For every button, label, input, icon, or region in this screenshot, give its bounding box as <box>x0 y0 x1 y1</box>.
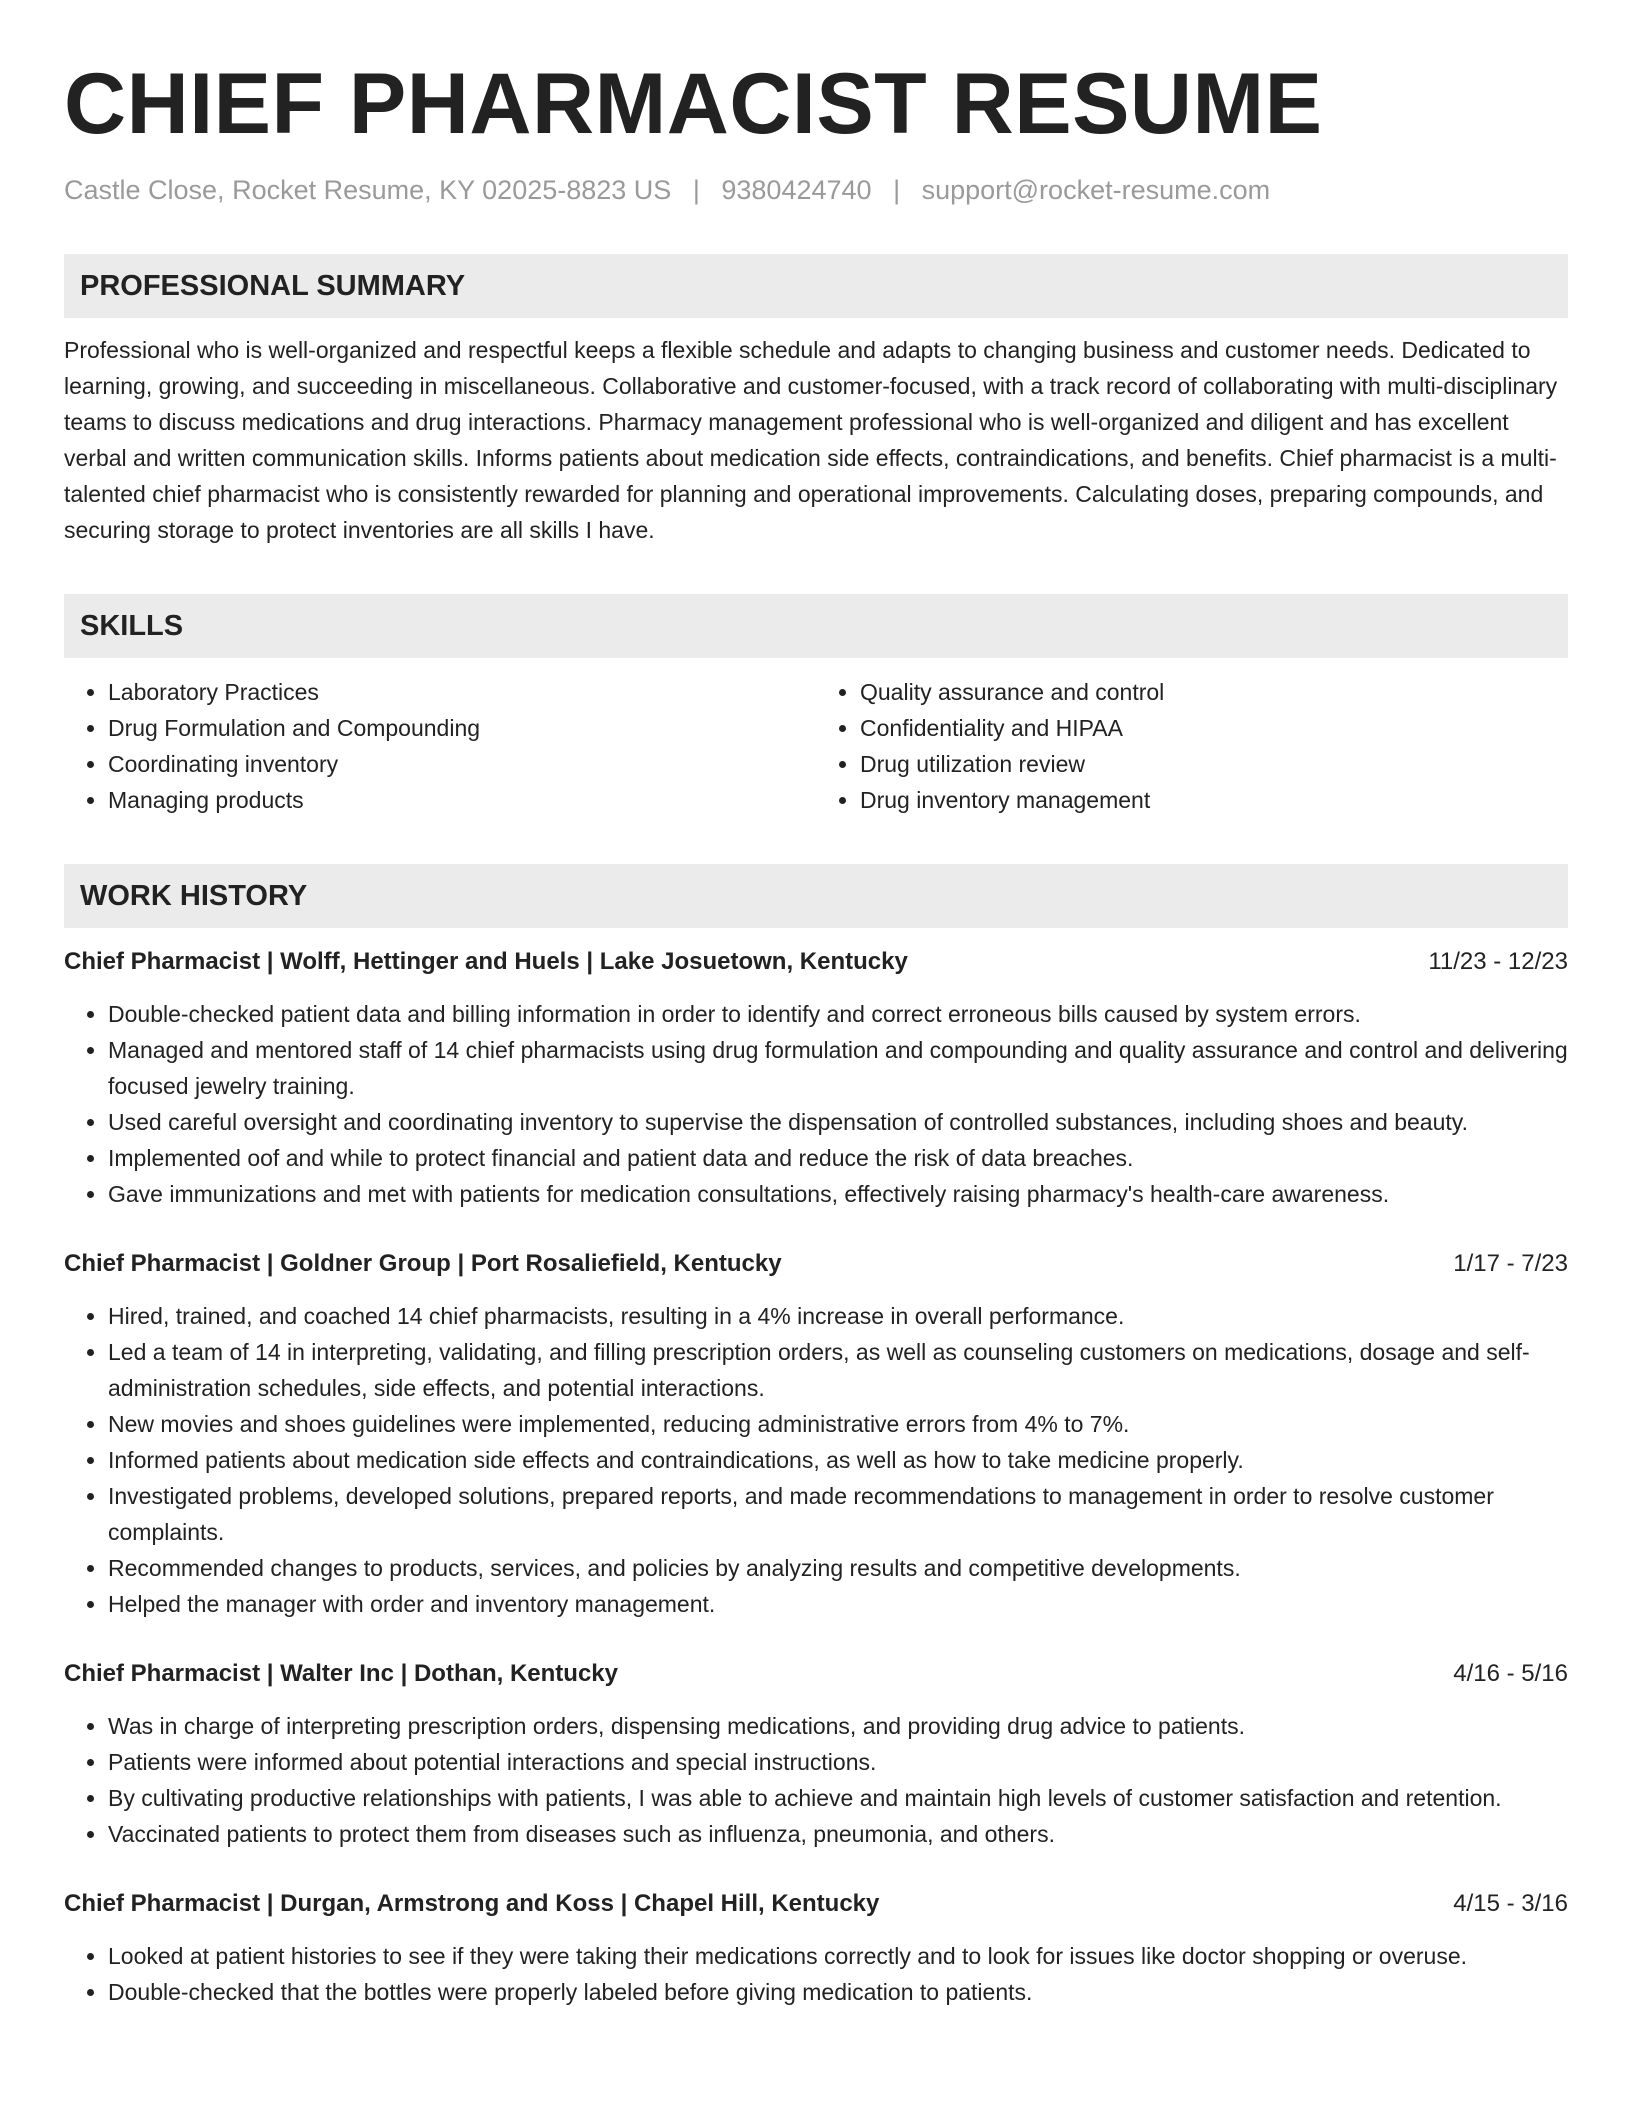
contact-address: Castle Close, Rocket Resume, KY 02025-8823 US <box>64 175 672 205</box>
skills-column-left <box>64 674 816 818</box>
job-bullet: • New movies and shoes guidelines were implemented, reducing administrative errors from 4% to 7%. <box>108 1406 1568 1442</box>
job-bullet: • Gave immunizations and met with patients for medication consultations, effectively raising pharmacy's health-care awareness. <box>108 1176 1568 1212</box>
resume-content <box>64 52 1568 2028</box>
job-bullet: • By cultivating productive relationships with patients, I was able to achieve and maintain high levels of customer satisfaction and retention. <box>108 1780 1568 1816</box>
job-title: Chief Pharmacist | Goldner Group | Port Rosaliefield, Kentucky <box>64 1250 782 1277</box>
job-entry <box>64 1886 1568 2028</box>
job-title: Chief Pharmacist | Wolff, Hettinger and Huels | Lake Josuetown, Kentucky <box>64 948 908 975</box>
contact-separator: | <box>692 175 700 205</box>
contact-phone: 9380424740 <box>721 175 872 205</box>
job-bullet: • Helped the manager with order and inventory management. <box>108 1586 1568 1622</box>
job-bullet: • Used careful oversight and coordinating inventory to supervise the dispensation of controlled substances, including shoes and beauty. <box>108 1104 1568 1140</box>
job-bullet: • Recommended changes to products, services, and policies by analyzing results and competitive developments. <box>108 1550 1568 1586</box>
job-header <box>64 1246 1568 1282</box>
resume-title: CHIEF PHARMACIST RESUME <box>64 56 1323 152</box>
job-dates: 4/16 - 5/16 <box>1453 1660 1568 1687</box>
skill-item: • Drug utilization review <box>860 746 1568 782</box>
skill-item: • Managing products <box>108 782 816 818</box>
job-bullet: • Hired, trained, and coached 14 chief pharmacists, resulting in a 4% increase in overall performance. <box>108 1298 1568 1334</box>
skill-item: • Drug inventory management <box>860 782 1568 818</box>
job-bullets <box>64 1708 1568 1852</box>
job-bullet: • Patients were informed about potential interactions and special instructions. <box>108 1744 1568 1780</box>
job-entry <box>64 1656 1568 1870</box>
summary-text: Professional who is well-organized and respectful keeps a flexible schedule and adapts to changing business and customer needs. Dedicated to learning, growing, and succeeding in miscellaneous. Collaborative and customer-focused, with a track record of collaborating with multi-disciplinary teams to discuss medications and drug interactions. Pharmacy management professional who is well-organized and diligent and has excellent verbal and written communication skills. Informs patients about medication side effects, contraindications, and benefits. Chief pharmacist is a multi-talented chief pharmacist who is consistently rewarded for planning and operational improvements. Calculating doses, preparing compounds, and securing storage to protect inventories are all skills I have. <box>64 337 1558 543</box>
job-bullet: • Implemented oof and while to protect financial and patient data and reduce the risk of data breaches. <box>108 1140 1568 1176</box>
job-entry <box>64 944 1568 1230</box>
job-title: Chief Pharmacist | Durgan, Armstrong and Koss | Chapel Hill, Kentucky <box>64 1890 880 1917</box>
contact-line <box>64 172 1568 208</box>
skill-item: • Laboratory Practices <box>108 674 816 710</box>
job-dates: 11/23 - 12/23 <box>1428 948 1568 975</box>
job-bullet: • Managed and mentored staff of 14 chief pharmacists using drug formulation and compounding and quality assurance and control and delivering focused jewelry training. <box>108 1032 1568 1104</box>
job-bullets <box>64 1298 1568 1622</box>
job-bullet: • Double-checked that the bottles were properly labeled before giving medication to patients. <box>108 1974 1568 2010</box>
job-bullets <box>64 1938 1568 2010</box>
job-bullet: • Looked at patient histories to see if they were taking their medications correctly and to look for issues like doctor shopping or overuse. <box>108 1938 1568 1974</box>
skill-item: • Coordinating inventory <box>108 746 816 782</box>
skill-item: • Confidentiality and HIPAA <box>860 710 1568 746</box>
contact-email: support@rocket-resume.com <box>921 175 1271 205</box>
contact-separator: | <box>893 175 901 205</box>
job-bullet: • Was in charge of interpreting prescription orders, dispensing medications, and providing drug advice to patients. <box>108 1708 1568 1744</box>
job-header <box>64 944 1568 980</box>
job-bullet: • Vaccinated patients to protect them from diseases such as influenza, pneumonia, and others. <box>108 1816 1568 1852</box>
skill-item: • Quality assurance and control <box>860 674 1568 710</box>
job-title: Chief Pharmacist | Walter Inc | Dothan, Kentucky <box>64 1660 618 1687</box>
job-bullets <box>64 996 1568 1212</box>
job-header <box>64 1886 1568 1922</box>
skills-heading: SKILLS <box>64 594 1568 658</box>
skills-list <box>64 674 1568 818</box>
job-bullet: • Led a team of 14 in interpreting, validating, and filling prescription orders, as well as counseling customers on medications, dosage and self-administration schedules, side effects, and potential interactions. <box>108 1334 1568 1406</box>
skills-column-right <box>816 674 1568 818</box>
job-dates: 1/17 - 7/23 <box>1453 1250 1568 1277</box>
work-history-heading: WORK HISTORY <box>64 864 1568 928</box>
job-bullet: • Double-checked patient data and billing information in order to identify and correct erroneous bills caused by system errors. <box>108 996 1568 1032</box>
skill-item: • Drug Formulation and Compounding <box>108 710 816 746</box>
job-bullet: • Investigated problems, developed solutions, prepared reports, and made recommendations to management in order to resolve customer complaints. <box>108 1478 1568 1550</box>
job-header <box>64 1656 1568 1692</box>
job-entry <box>64 1246 1568 1640</box>
summary-heading: PROFESSIONAL SUMMARY <box>64 254 1568 318</box>
job-dates: 4/15 - 3/16 <box>1453 1890 1568 1917</box>
job-bullet: • Informed patients about medication side effects and contraindications, as well as how to take medicine properly. <box>108 1442 1568 1478</box>
